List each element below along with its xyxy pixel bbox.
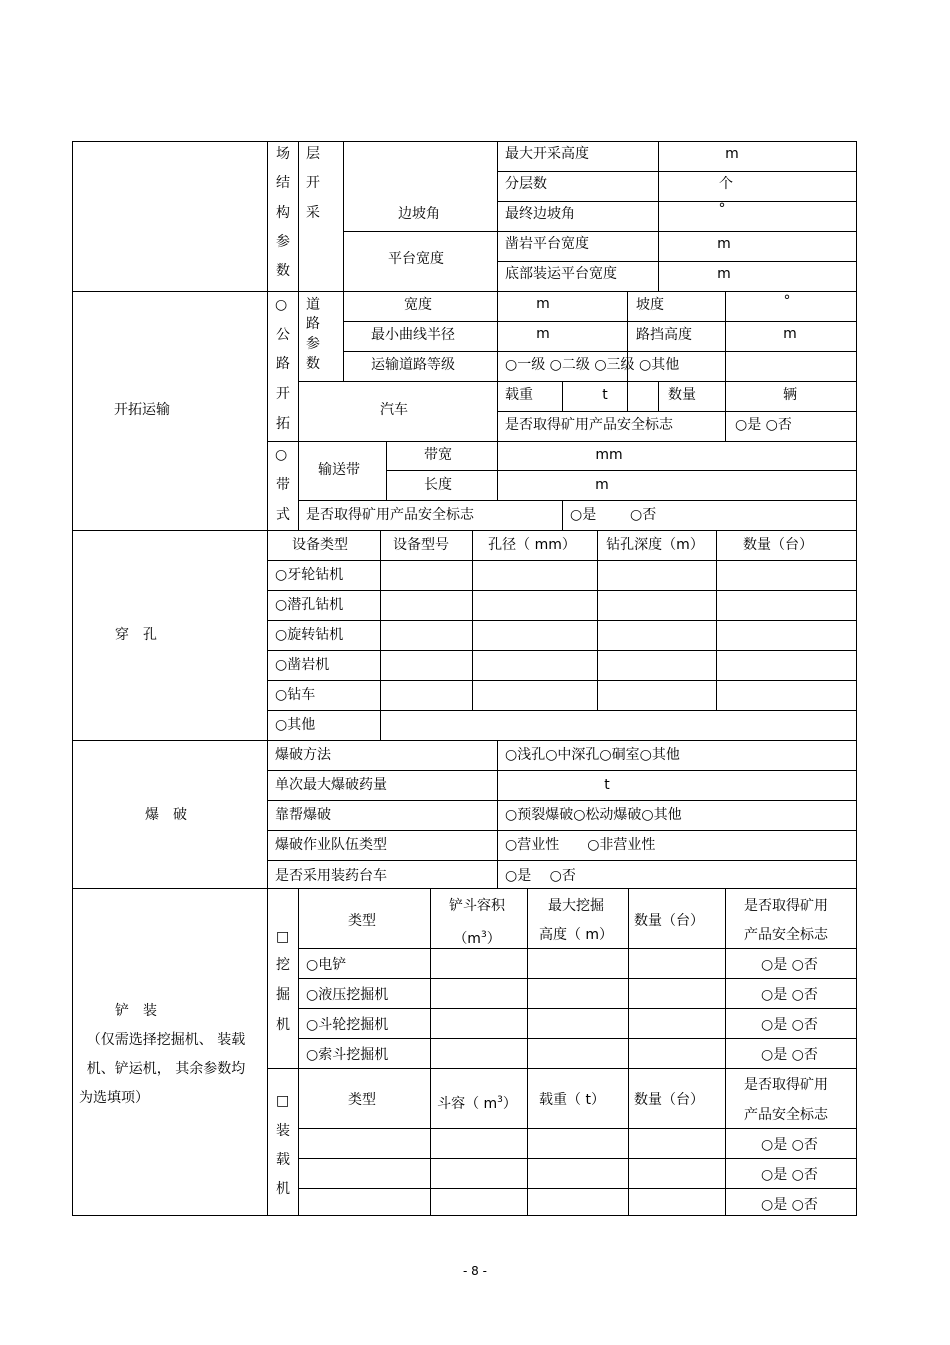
excavator-char[interactable]: □ bbox=[276, 929, 290, 945]
max-height-unit: m bbox=[725, 146, 739, 162]
belt-safety-no[interactable]: ○否 bbox=[630, 507, 657, 523]
grid-line-vertical bbox=[497, 441, 498, 500]
excavator-safety-options[interactable]: ○是 ○否 bbox=[761, 957, 818, 973]
grid-line-horizontal bbox=[343, 231, 857, 232]
excavator-char: 掘 bbox=[276, 987, 290, 1003]
drill-type-option[interactable]: ○钻车 bbox=[275, 687, 316, 703]
barrier-height-unit: m bbox=[783, 326, 797, 342]
grid-line-vertical bbox=[725, 291, 726, 441]
grid-line-horizontal bbox=[497, 201, 857, 202]
loader-header-bucket: 斗容（ $m^3$） bbox=[437, 1095, 517, 1112]
belt-safety-label: 是否取得矿用产品安全标志 bbox=[306, 507, 474, 523]
site-structure-char: 数 bbox=[276, 263, 290, 279]
loader-char: 机 bbox=[276, 1181, 290, 1197]
grid-line-vertical bbox=[298, 291, 299, 441]
grid-line-horizontal bbox=[72, 740, 857, 741]
excavator-header-height-line1: 最大挖掘 bbox=[548, 898, 604, 914]
excavator-header-height-line2: 高度（ m） bbox=[538, 927, 614, 943]
excavator-header-safety-line2: 产品安全标志 bbox=[744, 927, 828, 943]
excavator-header-bucket-line1: 铲斗容积 bbox=[449, 898, 505, 914]
truck-load-unit: t bbox=[602, 387, 608, 403]
belt-length-unit: m bbox=[595, 477, 609, 493]
excavator-type-option[interactable]: ○液压挖掘机 bbox=[306, 987, 389, 1003]
site-structure-char: 参 bbox=[276, 234, 290, 250]
slope-angle-label: 边坡角 bbox=[398, 206, 440, 222]
max-height-label: 最大开采高度 bbox=[505, 146, 589, 162]
site-structure-char: 场 bbox=[276, 146, 290, 162]
grid-line-horizontal bbox=[298, 1008, 857, 1009]
grid-line-horizontal bbox=[268, 560, 857, 561]
excavator-header-type: 类型 bbox=[348, 913, 376, 929]
grid-line-horizontal bbox=[497, 171, 857, 172]
drilling-header-type: 设备类型 bbox=[292, 537, 348, 553]
grid-line-horizontal bbox=[268, 680, 857, 681]
drill-type-option[interactable]: ○其他 bbox=[275, 717, 316, 733]
road-param-char: 路 bbox=[306, 316, 320, 332]
loader-char: 载 bbox=[276, 1152, 290, 1168]
grid-line-horizontal bbox=[298, 381, 857, 382]
grid-line-vertical bbox=[298, 141, 299, 291]
truck-load-label: 载重 bbox=[505, 387, 533, 403]
grid-line-horizontal bbox=[343, 321, 857, 322]
grid-line-horizontal bbox=[343, 351, 857, 352]
charging-vehicle-label: 是否采用装药台车 bbox=[275, 868, 387, 884]
loader-char: 装 bbox=[276, 1123, 290, 1139]
grid-line-vertical bbox=[497, 291, 498, 441]
grid-line-horizontal bbox=[268, 800, 857, 801]
min-radius-unit: m bbox=[536, 326, 550, 342]
grid-line-vertical bbox=[562, 500, 563, 530]
layer-mining-char: 采 bbox=[306, 205, 320, 221]
bottom-platform-width-label: 底部装运平台宽度 bbox=[505, 266, 617, 282]
layers-unit: 个 bbox=[719, 176, 733, 192]
grid-line-vertical bbox=[628, 888, 629, 1216]
layer-mining-char: 开 bbox=[306, 175, 320, 191]
road-width-unit: m bbox=[536, 296, 550, 312]
grid-line-horizontal bbox=[268, 860, 857, 861]
barrier-height-label: 路挡高度 bbox=[636, 327, 692, 343]
platform-width-label: 平台宽度 bbox=[388, 251, 444, 267]
truck-safety-options[interactable]: ○是 ○否 bbox=[735, 417, 792, 433]
drill-type-option[interactable]: ○牙轮钻机 bbox=[275, 567, 344, 583]
grid-line-horizontal bbox=[268, 1068, 857, 1069]
road-width-label: 宽度 bbox=[404, 297, 432, 313]
drilling-header-quantity: 数量（台） bbox=[743, 537, 813, 553]
grid-line-vertical bbox=[386, 441, 387, 500]
grid-line-horizontal bbox=[268, 710, 857, 711]
grid-line-horizontal bbox=[298, 1128, 857, 1129]
road-char: ○ bbox=[275, 297, 288, 313]
grid-line-horizontal bbox=[268, 770, 857, 771]
loading-note-line: （仅需选择挖掘机、 装载 bbox=[86, 1032, 246, 1048]
grid-line-horizontal bbox=[298, 978, 857, 979]
grid-line-horizontal bbox=[497, 411, 857, 412]
belt-width-unit: mm bbox=[595, 447, 623, 463]
loader-safety-options[interactable]: ○是 ○否 bbox=[761, 1197, 818, 1213]
charging-vehicle-options[interactable]: ○是 ○否 bbox=[505, 868, 576, 884]
grid-line-horizontal bbox=[298, 1038, 857, 1039]
blasting-title: 爆 破 bbox=[145, 807, 187, 823]
grid-line-horizontal bbox=[72, 291, 857, 292]
site-structure-char: 结 bbox=[276, 175, 290, 191]
loader-header-load: 载重（ t） bbox=[539, 1092, 605, 1108]
max-charge-label: 单次最大爆破药量 bbox=[275, 777, 387, 793]
grid-line-horizontal bbox=[268, 441, 857, 442]
layer-mining-char: 层 bbox=[306, 146, 320, 162]
road-param-char: 参 bbox=[306, 336, 320, 352]
road-grade-options[interactable]: ○一级 ○二级 ○三级 ○其他 bbox=[505, 357, 680, 373]
grid-line-vertical bbox=[725, 888, 726, 1216]
excavator-safety-options[interactable]: ○是 ○否 bbox=[761, 1047, 818, 1063]
belt-char: 带 bbox=[276, 477, 290, 493]
loading-note-line: 为选填项） bbox=[79, 1090, 149, 1106]
excavator-type-option[interactable]: ○斗轮挖掘机 bbox=[306, 1017, 389, 1033]
grid-line-horizontal bbox=[268, 590, 857, 591]
grid-line-vertical bbox=[527, 888, 528, 1216]
belt-length-label: 长度 bbox=[424, 477, 452, 493]
grid-line-horizontal bbox=[298, 1158, 857, 1159]
loader-header-safety-line1: 是否取得矿用 bbox=[744, 1077, 828, 1093]
grid-line-vertical bbox=[343, 141, 344, 291]
road-char: 路 bbox=[276, 356, 290, 372]
grid-line-horizontal bbox=[298, 1188, 857, 1189]
drilling-header-depth: 钻孔深度（m） bbox=[606, 537, 704, 553]
loading-note-line: 机、铲运机， 其余参数均 bbox=[86, 1061, 246, 1077]
loader-header-quantity: 数量（台） bbox=[634, 1092, 704, 1108]
wall-blasting-options[interactable]: ○预裂爆破○松动爆破○其他 bbox=[505, 807, 682, 823]
min-radius-label: 最小曲线半径 bbox=[371, 327, 455, 343]
grid-line-vertical bbox=[627, 291, 628, 411]
excavator-safety-options[interactable]: ○是 ○否 bbox=[761, 1017, 818, 1033]
transport-title: 开拓运输 bbox=[114, 402, 170, 418]
drill-type-option[interactable]: ○旋转钻机 bbox=[275, 627, 344, 643]
drilling-header-model: 设备型号 bbox=[393, 537, 449, 553]
grid-line-horizontal bbox=[298, 948, 857, 949]
grid-line-horizontal bbox=[298, 500, 857, 501]
blasting-team-label: 爆破作业队伍类型 bbox=[275, 837, 387, 853]
grid-line-vertical bbox=[658, 381, 659, 411]
road-char: 开 bbox=[276, 386, 290, 402]
truck-qty-label: 数量 bbox=[668, 387, 696, 403]
final-slope-angle-label: 最终边坡角 bbox=[505, 206, 575, 222]
road-char: 拓 bbox=[276, 416, 290, 432]
grid-line-vertical bbox=[298, 441, 299, 530]
excavator-type-option[interactable]: ○索斗挖掘机 bbox=[306, 1047, 389, 1063]
drill-type-option[interactable]: ○凿岩机 bbox=[275, 657, 330, 673]
grid-line-horizontal bbox=[268, 650, 857, 651]
grid-line-horizontal bbox=[72, 888, 857, 889]
road-char: 公 bbox=[276, 327, 290, 343]
belt-width-label: 带宽 bbox=[424, 447, 452, 463]
site-structure-char: 构 bbox=[276, 205, 290, 221]
road-param-char: 道 bbox=[306, 297, 320, 313]
grid-line-vertical bbox=[658, 141, 659, 291]
grid-line-vertical bbox=[343, 291, 344, 381]
excavator-char: 机 bbox=[276, 1017, 290, 1033]
drill-type-option[interactable]: ○潜孔钻机 bbox=[275, 597, 344, 613]
loader-safety-options[interactable]: ○是 ○否 bbox=[761, 1137, 818, 1153]
road-grade-label: 运输道路等级 bbox=[371, 357, 455, 373]
belt-safety-yes[interactable]: ○是 bbox=[570, 507, 597, 523]
road-slope-unit: ° bbox=[783, 293, 791, 309]
loader-safety-options[interactable]: ○是 ○否 bbox=[761, 1167, 818, 1183]
grid-line-vertical bbox=[597, 530, 598, 710]
belt-char: 式 bbox=[276, 507, 290, 523]
drilling-header-diameter: 孔径（ mm） bbox=[488, 537, 576, 553]
grid-line-horizontal bbox=[268, 830, 857, 831]
excavator-header-bucket-line2: $(m^3)$ bbox=[453, 930, 501, 947]
excavator-header-quantity: 数量（台） bbox=[634, 913, 704, 929]
grid-line-vertical bbox=[472, 530, 473, 710]
excavator-char: 挖 bbox=[276, 957, 290, 973]
loading-title: 铲 装 bbox=[115, 1003, 157, 1019]
road-slope-label: 坡度 bbox=[636, 297, 664, 313]
road-param-char: 数 bbox=[306, 356, 320, 372]
truck-qty-unit: 辆 bbox=[783, 387, 797, 403]
grid-line-vertical bbox=[497, 740, 498, 888]
grid-line-vertical bbox=[430, 888, 431, 1216]
grid-line-horizontal bbox=[497, 261, 857, 262]
grid-line-vertical bbox=[716, 530, 717, 710]
max-charge-unit: t bbox=[604, 777, 610, 793]
blasting-team-options[interactable]: ○营业性 ○非营业性 bbox=[505, 837, 656, 853]
wall-blasting-label: 靠帮爆破 bbox=[275, 807, 331, 823]
loader-char[interactable]: □ bbox=[276, 1093, 290, 1109]
page-number: - 8 - bbox=[463, 1264, 487, 1278]
grid-line-vertical bbox=[267, 141, 268, 1216]
grid-line-horizontal bbox=[386, 470, 857, 471]
rock-platform-width-unit: m bbox=[717, 236, 731, 252]
form-table bbox=[72, 141, 857, 1216]
excavator-type-option[interactable]: ○电铲 bbox=[306, 957, 347, 973]
final-slope-angle-unit: ° bbox=[718, 201, 726, 217]
grid-line-horizontal bbox=[72, 530, 857, 531]
excavator-header-safety-line1: 是否取得矿用 bbox=[744, 898, 828, 914]
grid-line-vertical bbox=[497, 141, 498, 291]
grid-line-vertical bbox=[562, 381, 563, 411]
blasting-method-options[interactable]: ○浅孔○中深孔○硐室○其他 bbox=[505, 747, 680, 763]
loader-header-safety-line2: 产品安全标志 bbox=[744, 1107, 828, 1123]
truck-safety-label: 是否取得矿用产品安全标志 bbox=[505, 417, 673, 433]
excavator-safety-options[interactable]: ○是 ○否 bbox=[761, 987, 818, 1003]
belt-label: 输送带 bbox=[318, 462, 360, 478]
grid-line-vertical bbox=[380, 530, 381, 740]
belt-char: ○ bbox=[275, 447, 288, 463]
drilling-title: 穿 孔 bbox=[115, 627, 157, 643]
grid-line-vertical bbox=[298, 888, 299, 1216]
grid-line-horizontal bbox=[268, 620, 857, 621]
rock-platform-width-label: 凿岩平台宽度 bbox=[505, 236, 589, 252]
loader-header-type: 类型 bbox=[348, 1092, 376, 1108]
layers-label: 分层数 bbox=[505, 176, 547, 192]
blasting-method-label: 爆破方法 bbox=[275, 747, 331, 763]
truck-label: 汽车 bbox=[380, 402, 408, 418]
bottom-platform-width-unit: m bbox=[717, 266, 731, 282]
